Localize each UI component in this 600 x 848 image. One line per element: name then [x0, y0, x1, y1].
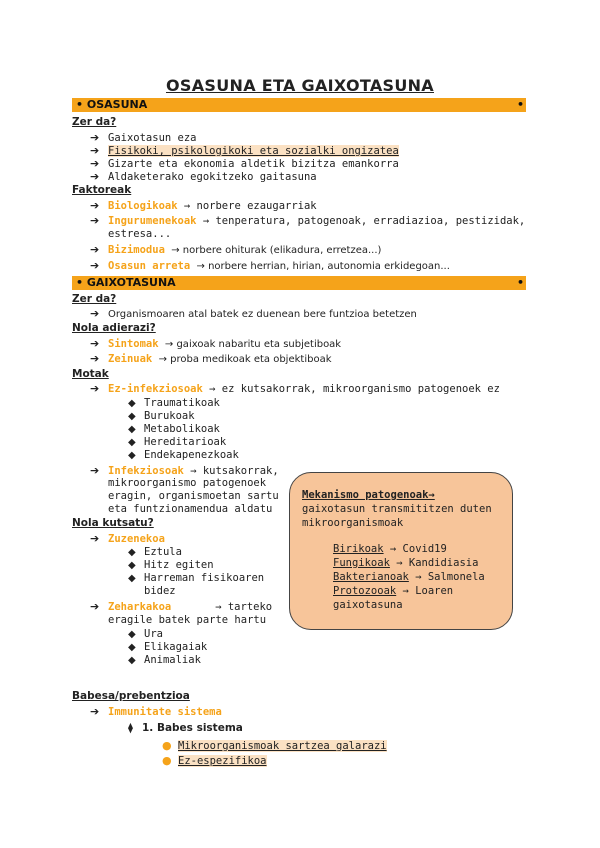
heading-nola-kutsatu: Nola kutsatu? — [72, 517, 154, 529]
factor-desc-cont: estresa... — [108, 228, 172, 240]
sub-item-text: Hereditarioak — [144, 436, 227, 448]
sub-item-text: Endekapenezkoak — [144, 449, 239, 461]
type-desc-cont: eta funtzionamendua aldatu — [108, 503, 273, 515]
factor-term: Ingurumenekoak — [108, 215, 197, 227]
box-row-desc: → Salmonela — [415, 571, 485, 583]
definition — [90, 307, 417, 320]
heading-babesa: Babesa/prebentzioa — [72, 690, 190, 702]
type-term: Ez-infekziosoak — [108, 383, 203, 395]
diamond-icon: ◆ — [128, 655, 136, 666]
list-item — [90, 170, 317, 183]
transmission-desc-cont: eragile batek parte hartu — [108, 614, 267, 626]
diamond-icon: ◆ — [128, 560, 136, 571]
bullet-dot: • — [76, 276, 87, 289]
arrow-icon: ➔ — [90, 131, 100, 144]
diamond-icon: ◆ — [128, 450, 136, 461]
babesa-item — [90, 705, 222, 718]
arrow-icon: ➔ — [90, 170, 100, 183]
bullet-icon: ● — [162, 739, 172, 752]
type-term: Infekziosoak — [108, 465, 184, 477]
box-row — [333, 557, 478, 569]
heading-motak: Motak — [72, 368, 109, 380]
babesa-bullet-text: Mikroorganismoak sartzea galarazi — [178, 740, 387, 752]
sub-item-text: Traumatikoak — [144, 397, 220, 409]
sub-item — [128, 641, 207, 653]
factor-desc: → norbere ohiturak (elikadura, erretzea...) — [171, 245, 382, 256]
diamond-icon: ◆ — [128, 547, 136, 558]
box-subtitle: gaixotasun transmititzen duten — [302, 503, 492, 515]
arrow-icon: ➔ — [90, 600, 100, 613]
box-row — [333, 585, 453, 597]
sub-item-cont: bidez — [144, 585, 176, 597]
box-row-desc: → Kandidiasia — [396, 557, 479, 569]
sub-item — [128, 559, 214, 571]
arrow-icon: ➔ — [90, 157, 100, 170]
sub-item-text: Eztula — [144, 546, 182, 558]
heading-zer-da: Zer da? — [72, 293, 117, 305]
sub-item — [128, 436, 226, 448]
item-text: Aldaketerako egokitzeko gaitasuna — [108, 171, 317, 183]
diamond-icon: ⧫ — [128, 723, 133, 734]
sign-term: Zeinuak — [108, 353, 153, 365]
item-text: Gaixotasun eza — [108, 132, 197, 144]
sign-item — [90, 337, 341, 350]
sub-item — [128, 572, 264, 584]
bullet-dot: • — [76, 98, 87, 111]
sub-item — [128, 628, 163, 640]
box-heading — [302, 489, 435, 501]
factor-term: Osasun arreta — [108, 260, 191, 272]
box-heading-text: Mekanismo patogenoak→ — [302, 489, 435, 501]
box-row-term: Protozooak — [333, 585, 397, 597]
item-text-highlighted: Fisikoki, psikologikoki eta sozialki ongizatea — [108, 145, 399, 157]
box-row-term: Bakterianoak — [333, 571, 409, 583]
sub-item-text: Elikagaiak — [144, 641, 208, 653]
list-item — [90, 157, 399, 170]
factor-desc: → norbere ezaugarriak — [183, 200, 317, 212]
box-row-term: Fungikoak — [333, 557, 390, 569]
box-subtitle: mikroorganismoak — [302, 517, 404, 529]
type-desc: → ez kutsakorrak, mikroorganismo patogenoek ez — [209, 383, 500, 395]
diamond-icon: ◆ — [128, 437, 136, 448]
type-desc-cont: mikroorganismo patogenoek — [108, 477, 267, 489]
factor-term: Bizimodua — [108, 244, 165, 256]
type-desc: → kutsakorrak, — [190, 465, 279, 477]
sub-item — [128, 449, 239, 461]
diamond-icon: ◆ — [128, 411, 136, 422]
heading-nola-adierazi: Nola adierazi? — [72, 322, 156, 334]
diamond-icon: ◆ — [128, 424, 136, 435]
transmission-desc: → tarteko — [215, 601, 273, 613]
sub-item-text: Burukoak — [144, 410, 195, 422]
arrow-icon: ➔ — [90, 144, 100, 157]
sub-item-text: Hitz egiten — [144, 559, 214, 571]
page-title: OSASUNA ETA GAIXOTASUNA — [165, 76, 434, 95]
sub-item — [128, 410, 195, 422]
sign-term: Sintomak — [108, 338, 159, 350]
babesa-sub-text: 1. Babes sistema — [142, 722, 243, 734]
transmission-item — [90, 600, 272, 613]
diamond-icon: ◆ — [128, 642, 136, 653]
sub-item-text: Harreman fisikoaren — [144, 572, 265, 584]
arrow-icon: ➔ — [90, 243, 100, 256]
sub-item — [128, 397, 220, 409]
sub-item — [128, 423, 220, 435]
babesa-sub — [128, 722, 243, 734]
box-row — [333, 571, 485, 583]
sub-item — [128, 654, 201, 666]
factor-item — [90, 243, 381, 256]
diamond-icon: ◆ — [128, 629, 136, 640]
type-item — [90, 382, 500, 395]
heading-zer-da: Zer da? — [72, 116, 117, 128]
box-row-cont: gaixotasuna — [333, 599, 403, 611]
factor-desc: → tenperatura, patogenoak, erradiazioa, pestizidak, — [202, 215, 526, 227]
item-text: Gizarte eta ekonomia aldetik bizitza emankorra — [108, 158, 399, 170]
arrow-icon: ➔ — [90, 199, 100, 212]
babesa-bullet — [162, 754, 267, 767]
arrow-icon: ➔ — [90, 705, 100, 718]
arrow-icon: ➔ — [90, 307, 100, 320]
arrow-icon: ➔ — [90, 382, 100, 395]
factor-desc: → norbere herrian, hirian, autonomia erkidegoan... — [196, 261, 450, 272]
transmission-term: Zuzenekoa — [108, 533, 165, 545]
arrow-icon: ➔ — [90, 352, 100, 365]
factor-term: Biologikoak — [108, 200, 178, 212]
sign-item — [90, 352, 331, 365]
babesa-bullet — [162, 739, 387, 752]
section-title: OSASUNA — [86, 98, 148, 111]
arrow-icon: ➔ — [90, 532, 100, 545]
arrow-icon: ➔ — [90, 214, 100, 227]
heading-faktoreak: Faktoreak — [72, 184, 132, 196]
box-row-desc: → Covid19 — [389, 543, 447, 555]
factor-item — [90, 259, 450, 272]
sub-item-text: Ura — [144, 628, 163, 640]
section-bar-gaixotasuna — [72, 276, 526, 290]
box-row-desc: → Loaren — [402, 585, 454, 597]
babesa-term: Immunitate sistema — [108, 706, 222, 718]
transmission-item — [90, 532, 165, 545]
diamond-icon: ◆ — [128, 398, 136, 409]
section-title: GAIXOTASUNA — [86, 276, 176, 289]
bullet-dot-right: • — [516, 98, 524, 111]
definition-text: Organismoaren atal batek ez duenean bere funtzioa betetzen — [108, 309, 417, 320]
factor-item — [90, 214, 525, 227]
sign-desc: → proba medikoak eta objektiboak — [158, 354, 332, 365]
type-item — [90, 464, 279, 477]
sub-item — [128, 546, 182, 558]
factor-item — [90, 199, 317, 212]
box-row — [333, 543, 447, 555]
arrow-icon: ➔ — [90, 259, 100, 272]
babesa-bullet-text: Ez-espezifikoa — [178, 755, 267, 767]
sub-item-text: Animaliak — [144, 654, 201, 666]
arrow-icon: ➔ — [90, 464, 100, 477]
diamond-icon: ◆ — [128, 573, 136, 584]
bullet-icon: ● — [162, 754, 172, 767]
box-row-term: Birikoak — [333, 543, 384, 555]
bullet-dot-right: • — [516, 276, 524, 289]
list-item — [90, 144, 399, 157]
sign-desc: → gaixoak nabaritu eta subjetiboak — [164, 339, 342, 350]
arrow-icon: ➔ — [90, 337, 100, 350]
list-item — [90, 131, 197, 144]
transmission-term: Zeharkakoa — [108, 601, 172, 613]
type-desc-cont: eragin, organismoetan sartu — [108, 490, 279, 502]
sub-item-text: Metabolikoak — [144, 423, 220, 435]
section-bar-osasuna — [72, 98, 526, 112]
